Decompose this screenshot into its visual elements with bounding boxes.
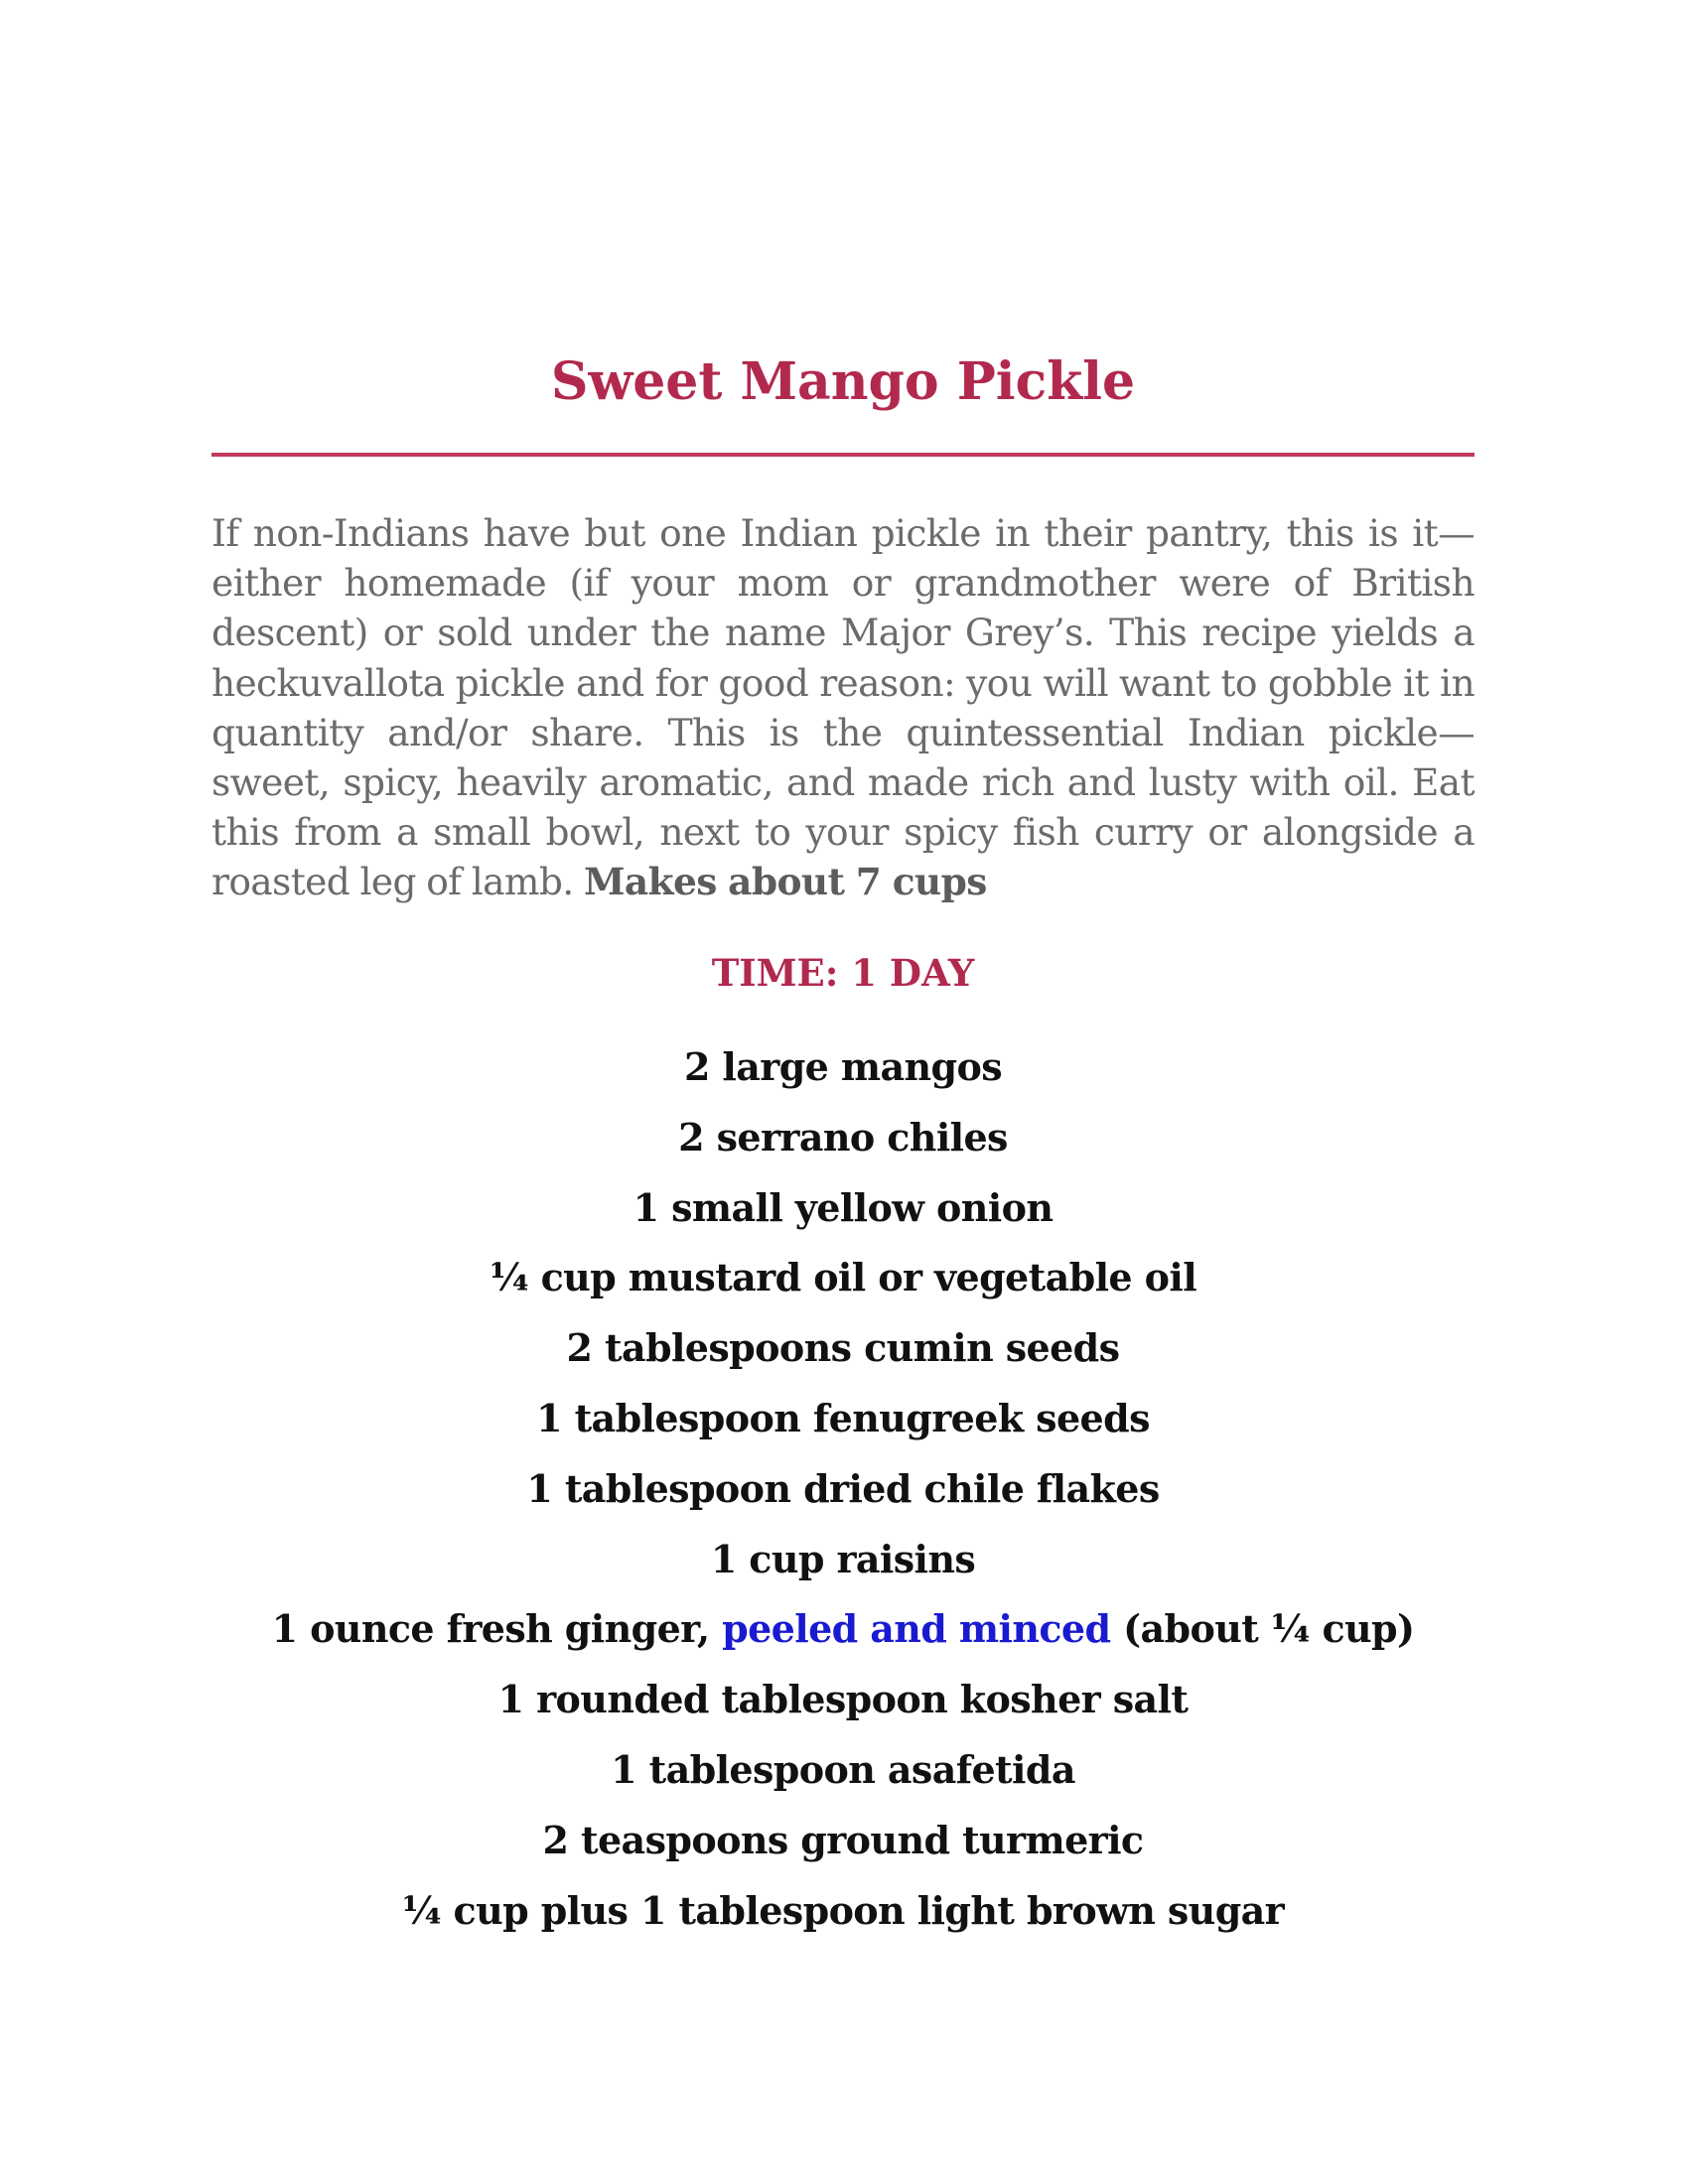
ingredient-item: 2 tablespoons cumin seeds (566, 1325, 1120, 1371)
ingredient-item: 2 serrano chiles (678, 1114, 1008, 1160)
peeled-and-minced-link[interactable]: peeled and minced (722, 1606, 1111, 1652)
ingredient-item: 1 rounded tablespoon kosher salt (497, 1677, 1189, 1722)
ingredient-item: 2 large mangos (683, 1044, 1003, 1089)
ingredient-text: (about ¼ cup) (1110, 1606, 1415, 1652)
ingredient-item: 1 tablespoon fenugreek seeds (536, 1395, 1150, 1440)
ingredient-list (211, 1032, 1475, 1946)
ingredient-text: 1 ounce fresh ginger, (271, 1606, 723, 1652)
ingredient-item: 1 small yellow onion (633, 1184, 1054, 1230)
ingredient-item: 2 teaspoons ground turmeric (542, 1817, 1144, 1862)
intro-text: If non-Indians have but one Indian pickle in their pantry, this is it—either homemade (if your mom or grandmother were of British descent) or sold under the name Major Grey’s. This recipe yields a heckuvallota pickle and for good reason: you will want to gobble it in quantity and/or share. This is the quintessential Indian pickle—sweet, spicy, heavily aromatic, and made rich and lusty with oil. Eat this from a small bowl, next to your spicy fish curry or alongside a roasted leg of lamb. (211, 511, 1475, 904)
ingredient-item (211, 1594, 1475, 1665)
recipe-intro (211, 508, 1475, 907)
recipe-title: Sweet Mango Pickle (550, 351, 1136, 412)
ingredient-item: 1 cup raisins (710, 1536, 976, 1581)
ingredient-item: 1 tablespoon dried chile flakes (526, 1465, 1160, 1511)
ingredient-item: ¼ cup plus 1 tablespoon light brown sugar (401, 1887, 1285, 1933)
recipe-yield: Makes about 7 cups (583, 860, 987, 904)
title-divider (211, 453, 1475, 457)
ingredient-item: ¼ cup mustard oil or vegetable oil (489, 1255, 1197, 1300)
ingredient-item: 1 tablespoon asafetida (611, 1746, 1075, 1792)
recipe-time: TIME: 1 DAY (711, 951, 975, 995)
